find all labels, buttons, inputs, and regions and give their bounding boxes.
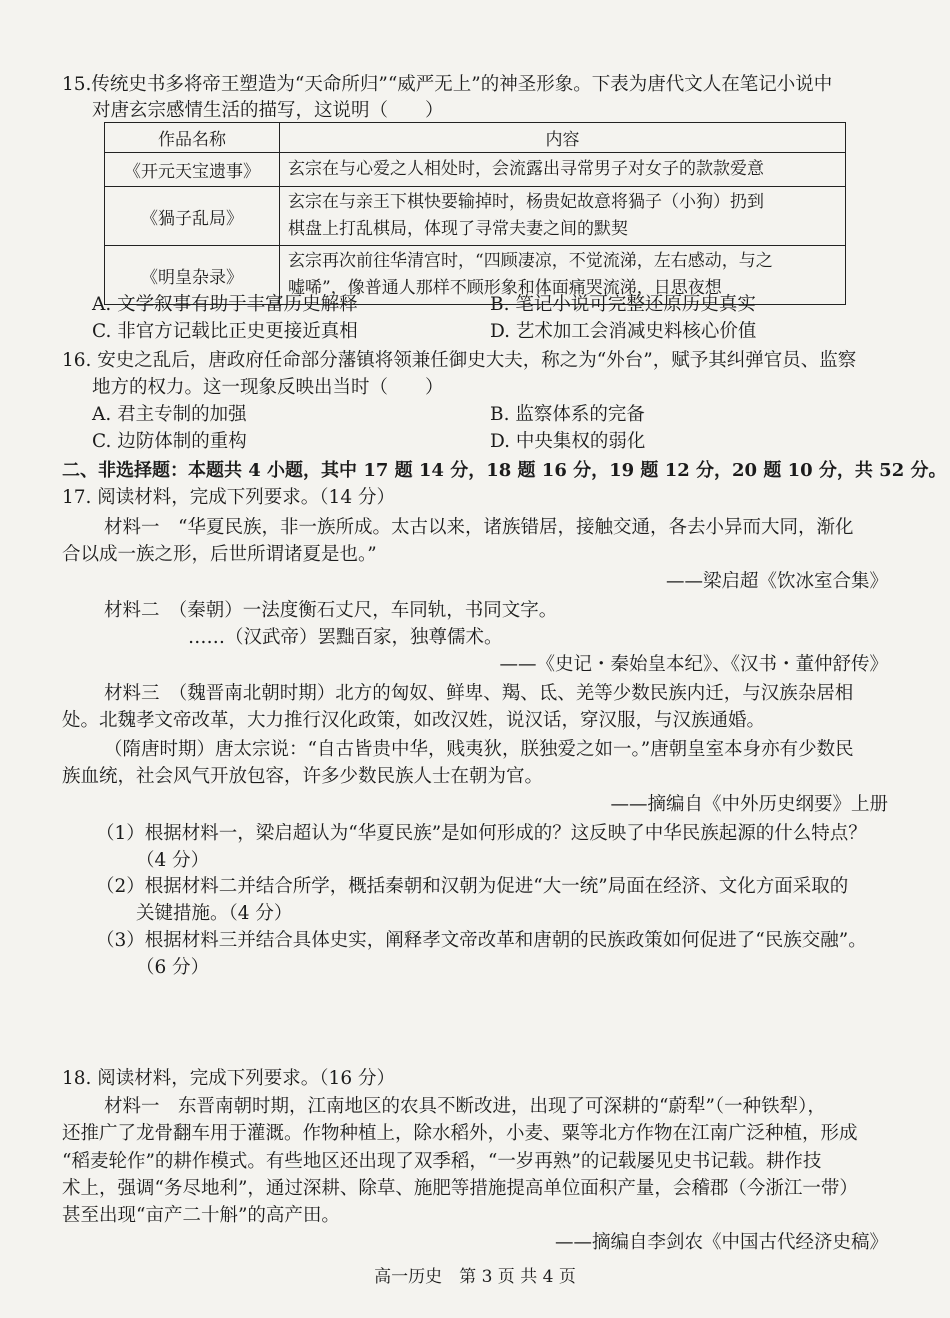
table-content-line: 棋盘上打乱棋局，体现了寻常夫妻之间的默契 <box>288 219 628 239</box>
q18-m1-line5: 甚至出现“亩产二十斛”的高产田。 <box>62 1205 340 1226</box>
q18-m1-source: ——摘编自李剑农《中国古代经济史稿》 <box>554 1232 888 1253</box>
q18-intro: 18. 阅读材料，完成下列要求。（16 分） <box>62 1068 395 1089</box>
q15-option-a[interactable]: A. 文学叙事有助于丰富历史解释 <box>92 294 358 315</box>
q16-option-b[interactable]: B. 监察体系的完备 <box>490 404 645 425</box>
q17-question1-line1: （1）根据材料一，梁启超认为“华夏民族”是如何形成的？这反映了中华民族起源的什么特点？ <box>96 823 867 844</box>
q16-option-d[interactable]: D. 中央集权的弱化 <box>490 431 646 452</box>
q16-option-a[interactable]: A. 君主专制的加强 <box>92 404 247 425</box>
q17-m3-line1: 材料三 （魏晋南北朝时期）北方的匈奴、鲜卑、羯、氐、羌等少数民族内迁，与汉族杂居相 <box>104 683 854 704</box>
table-header-content: 内容 <box>280 123 846 153</box>
q15-table <box>104 122 846 305</box>
table-content-line: 玄宗在与心爱之人相处时，会流露出寻常男子对女子的款款爱意 <box>288 159 764 179</box>
table-row <box>105 187 846 246</box>
table-cell-content <box>280 153 846 187</box>
table-content-line: 玄宗在与亲王下棋快要输掉时，杨贵妃故意将猧子（小狗）扔到 <box>288 192 764 212</box>
q17-m3-source: ——摘编自《中外历史纲要》上册 <box>610 794 888 815</box>
q18-m1-line1: 材料一 东晋南朝时期，江南地区的农具不断改进，出现了可深耕的“蔚犁”（一种铁犁）， <box>104 1096 826 1117</box>
q17-m2-line1: 材料二 （秦朝）一法度衡石丈尺，车同轨，书同文字。 <box>104 600 558 621</box>
section2-heading: 二、非选择题：本题共 4 小题，其中 17 题 14 分，18 题 16 分，19 题 12 分，20 题 10 分，共 52 分。 <box>62 460 947 481</box>
table-row <box>105 153 846 187</box>
q17-question2-line2: 关键措施。（4 分） <box>136 903 293 924</box>
q17-m3-line3: （隋唐时期）唐太宗说：“自古皆贵中华，贱夷狄，朕独爱之如一。”唐朝皇室本身亦有少数民 <box>104 739 854 760</box>
table-cell-name: 《开元天宝遗事》 <box>105 153 280 187</box>
q17-question2-line1: （2）根据材料二并结合所学，概括秦朝和汉朝为促进“大一统”局面在经济、文化方面采取的 <box>96 876 849 897</box>
q17-question3-line2: （6 分） <box>136 957 210 978</box>
q18-m1-line4: 术上，强调“务尽地利”，通过深耕、除草、施肥等措施提高单位面积产量，会稽郡（今浙江一带） <box>62 1178 858 1199</box>
table-header-name: 作品名称 <box>105 123 280 153</box>
q17-m1-source: ——梁启超《饮冰室合集》 <box>665 571 888 592</box>
q17-m2-line2: ……（汉武帝）罢黜百家，独尊儒术。 <box>188 627 503 648</box>
q16-option-c[interactable]: C. 边防体制的重构 <box>92 431 247 452</box>
q15-stem-line2: 对唐玄宗感情生活的描写，这说明（ ） <box>92 100 444 121</box>
table-cell-content <box>280 187 846 246</box>
table-cell-name: 《明皇杂录》 <box>105 246 280 305</box>
q16-stem-line1: 16. 安史之乱后，唐政府任命部分藩镇将领兼任御史大夫，称之为“外台”，赋予其纠弹官员、监察 <box>62 350 857 371</box>
q17-question3-line1: （3）根据材料三并结合具体史实，阐释孝文帝改革和唐朝的民族政策如何促进了“民族交融”。 <box>96 930 867 951</box>
table-content-line: 嘘唏”，像普通人那样不顾形象和体面痛哭流涕，日思夜想 <box>288 278 722 298</box>
table-content-line: 玄宗再次前往华清宫时，“四顾凄凉，不觉流涕，左右感动，与之 <box>288 251 773 271</box>
q15-stem-line1: 15.传统史书多将帝王塑造为“天命所归”“威严无上”的神圣形象。下表为唐代文人在笔记小说中 <box>62 74 833 95</box>
q17-m1-line1: 材料一 “华夏民族，非一族所成。太古以来，诸族错居，接触交通，各去小异而大同，渐化 <box>104 517 854 538</box>
q17-m3-line2: 处。北魏孝文帝改革，大力推行汉化政策，如改汉姓，说汉话，穿汉服，与汉族通婚。 <box>62 710 766 731</box>
q15-option-d[interactable]: D. 艺术加工会消减史料核心价值 <box>490 321 757 342</box>
q15-option-b[interactable]: B. 笔记小说可完整还原历史真实 <box>490 294 756 315</box>
table-cell-name: 《猧子乱局》 <box>105 187 280 246</box>
q17-question1-line2: （4 分） <box>136 850 210 871</box>
q15-option-c[interactable]: C. 非官方记载比正史更接近真相 <box>92 321 358 342</box>
table-header-row <box>105 123 846 153</box>
q17-m1-line2: 合以成一族之形，后世所谓诸夏是也。” <box>62 544 377 565</box>
q17-m2-source: ——《史记・秦始皇本纪》、《汉书・董仲舒传》 <box>499 654 888 675</box>
q17-intro: 17. 阅读材料，完成下列要求。（14 分） <box>62 487 395 508</box>
q18-m1-line3: “稻麦轮作”的耕作模式。有些地区还出现了双季稻，“一岁再熟”的记载屡见史书记载。耕作技 <box>62 1151 822 1172</box>
q18-m1-line2: 还推广了龙骨翻车用于灌溉。作物种植上，除水稻外，小麦、粟等北方作物在江南广泛种植，形成 <box>62 1123 858 1144</box>
q17-m3-line4: 族血统，社会风气开放包容，许多少数民族人士在朝为官。 <box>62 766 544 787</box>
q16-stem-line2: 地方的权力。这一现象反映出当时（ ） <box>92 377 444 398</box>
page-footer: 高一历史 第 3 页 共 4 页 <box>374 1267 576 1287</box>
